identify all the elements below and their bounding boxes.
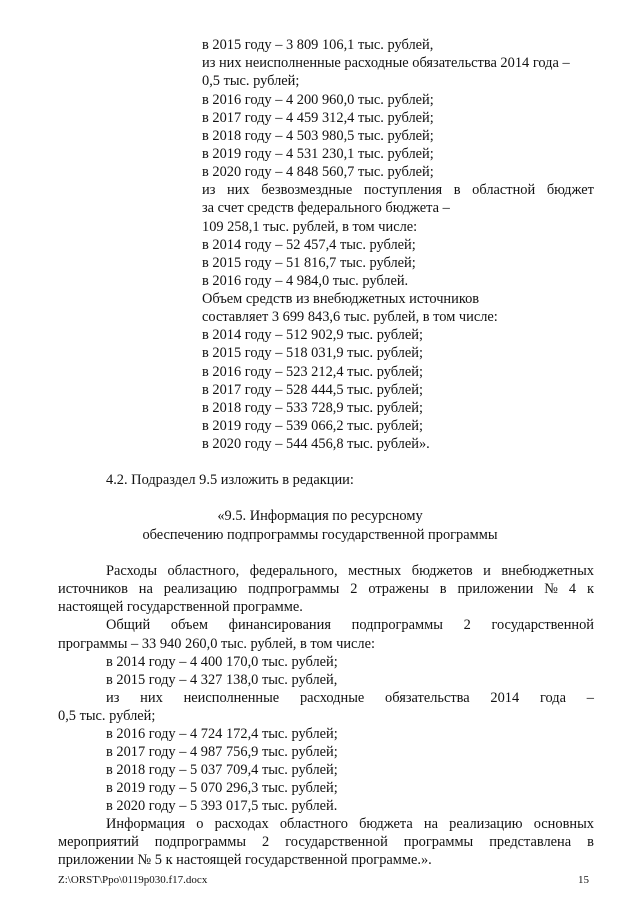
word: расходные bbox=[299, 690, 365, 706]
justified-line bbox=[106, 563, 594, 580]
word: 4 bbox=[568, 581, 577, 597]
text-line: в 2018 году – 4 503 980,5 тыс. рублей; bbox=[202, 128, 434, 144]
page-number: 15 bbox=[578, 874, 589, 886]
text-line: в 2016 году – 523 212,4 тыс. рублей; bbox=[202, 364, 423, 380]
word: отражены bbox=[368, 581, 429, 597]
text-line: в 2020 году – 4 848 560,7 тыс. рублей; bbox=[202, 164, 434, 180]
word: внебюджетных bbox=[501, 563, 594, 579]
text-line: в 2018 году – 533 728,9 тыс. рублей; bbox=[202, 400, 423, 416]
word: программы bbox=[403, 834, 474, 850]
word: федерального, bbox=[249, 563, 338, 579]
word: них bbox=[227, 182, 250, 198]
text-line: составляет 3 699 843,6 тыс. рублей, в том числе: bbox=[202, 309, 498, 325]
word: представлена bbox=[489, 834, 572, 850]
text-line: из них неисполненные расходные обязательства 2014 года – bbox=[202, 55, 570, 71]
word: поступления bbox=[363, 182, 443, 198]
word: источников bbox=[58, 581, 128, 597]
word: обязательства bbox=[385, 690, 470, 706]
text-line: в 2019 году – 4 531 230,1 тыс. рублей; bbox=[202, 146, 434, 162]
text-line: в 2020 году – 544 456,8 тыс. рублей». bbox=[202, 436, 430, 452]
justified-line bbox=[106, 617, 594, 634]
text-line: 109 258,1 тыс. рублей, в том числе: bbox=[202, 219, 418, 235]
word: мероприятий bbox=[58, 834, 139, 850]
justified-line bbox=[58, 581, 594, 598]
word: неисполненные bbox=[183, 690, 280, 706]
word: бюджета bbox=[359, 816, 413, 832]
text-line: в 2019 году – 539 066,2 тыс. рублей; bbox=[202, 418, 423, 434]
justified-line bbox=[202, 182, 594, 199]
item-heading: 4.2. Подраздел 9.5 изложить в редакции: bbox=[106, 472, 354, 488]
word: 2014 bbox=[490, 690, 520, 706]
text-line: в 2016 году – 4 724 172,4 тыс. рублей; bbox=[106, 726, 338, 742]
word: года bbox=[539, 690, 567, 706]
word: и bbox=[483, 563, 491, 579]
word: 2 bbox=[463, 617, 471, 633]
word: – bbox=[586, 690, 594, 706]
word: подпрограммы bbox=[154, 834, 247, 850]
word: основных bbox=[533, 816, 594, 832]
word: местных bbox=[348, 563, 402, 579]
word: них bbox=[140, 690, 163, 706]
text-line: в 2017 году – 528 444,5 тыс. рублей; bbox=[202, 382, 423, 398]
word: подпрограммы bbox=[351, 617, 443, 633]
section-title: «9.5. Информация по ресурсному bbox=[217, 508, 423, 524]
word: безвозмездные bbox=[261, 182, 353, 198]
word: приложении bbox=[457, 581, 534, 597]
text-line: 0,5 тыс. рублей; bbox=[202, 73, 300, 89]
word: расходах bbox=[214, 816, 269, 832]
word: Общий bbox=[106, 617, 151, 633]
word: в bbox=[453, 182, 461, 198]
word: областной bbox=[472, 182, 536, 198]
justified-line bbox=[58, 834, 594, 851]
text-line: в 2020 году – 5 393 017,5 тыс. рублей. bbox=[106, 798, 338, 814]
word: реализацию bbox=[449, 816, 523, 832]
word: объем bbox=[170, 617, 208, 633]
text-line: в 2019 году – 5 070 296,3 тыс. рублей; bbox=[106, 780, 338, 796]
text-line: 0,5 тыс. рублей; bbox=[58, 708, 156, 724]
justified-line bbox=[106, 690, 594, 707]
text-line: в 2017 году – 4 987 756,9 тыс. рублей; bbox=[106, 744, 338, 760]
text-line: Объем средств из внебюджетных источников bbox=[202, 291, 480, 307]
justified-line bbox=[106, 816, 594, 833]
text-line: настоящей государственной программе. bbox=[58, 599, 303, 615]
word: Информация bbox=[106, 816, 186, 832]
word: 2 bbox=[262, 834, 270, 850]
word: областного, bbox=[167, 563, 240, 579]
text-line: приложении № 5 к настоящей государственной программе.». bbox=[58, 852, 432, 868]
text-line: за счет средств федерального бюджета – bbox=[202, 200, 450, 216]
word: № bbox=[544, 581, 558, 597]
word: финансирования bbox=[228, 617, 331, 633]
word: в bbox=[587, 834, 594, 850]
word: 2 bbox=[350, 581, 358, 597]
word: Расходы bbox=[106, 563, 158, 579]
word: из bbox=[106, 690, 120, 706]
word: государственной bbox=[491, 617, 594, 633]
text-line: в 2017 году – 4 459 312,4 тыс. рублей; bbox=[202, 110, 434, 126]
word: подпрограммы bbox=[248, 581, 340, 597]
word: реализацию bbox=[163, 581, 238, 597]
word: на bbox=[138, 581, 153, 597]
word: в bbox=[439, 581, 447, 597]
section-subtitle: обеспечению подпрограммы государственной программы bbox=[142, 527, 498, 543]
text-line: в 2016 году – 4 984,0 тыс. рублей. bbox=[202, 273, 409, 289]
text-line: программы – 33 940 260,0 тыс. рублей, в том числе: bbox=[58, 636, 375, 652]
text-line: в 2014 году – 4 400 170,0 тыс. рублей; bbox=[106, 654, 338, 670]
word: бюджетов bbox=[411, 563, 473, 579]
footer-file-path: Z:\ORST\Ppo\0119p030.f17.docx bbox=[58, 874, 208, 886]
word: на bbox=[423, 816, 438, 832]
text-line: в 2015 году – 3 809 106,1 тыс. рублей, bbox=[202, 37, 434, 53]
text-line: в 2018 году – 5 037 709,4 тыс. рублей; bbox=[106, 762, 338, 778]
word: к bbox=[586, 581, 594, 597]
text-line: в 2015 году – 518 031,9 тыс. рублей; bbox=[202, 345, 423, 361]
text-line: в 2014 году – 52 457,4 тыс. рублей; bbox=[202, 237, 416, 253]
word: государственной bbox=[285, 834, 388, 850]
word: из bbox=[202, 182, 216, 198]
word: о bbox=[196, 816, 204, 832]
text-line: в 2015 году – 51 816,7 тыс. рублей; bbox=[202, 255, 416, 271]
text-line: в 2014 году – 512 902,9 тыс. рублей; bbox=[202, 327, 423, 343]
text-line: в 2015 году – 4 327 138,0 тыс. рублей, bbox=[106, 672, 338, 688]
text-line: в 2016 году – 4 200 960,0 тыс. рублей; bbox=[202, 92, 434, 108]
word: бюджет bbox=[546, 182, 594, 198]
word: областного bbox=[279, 816, 348, 832]
